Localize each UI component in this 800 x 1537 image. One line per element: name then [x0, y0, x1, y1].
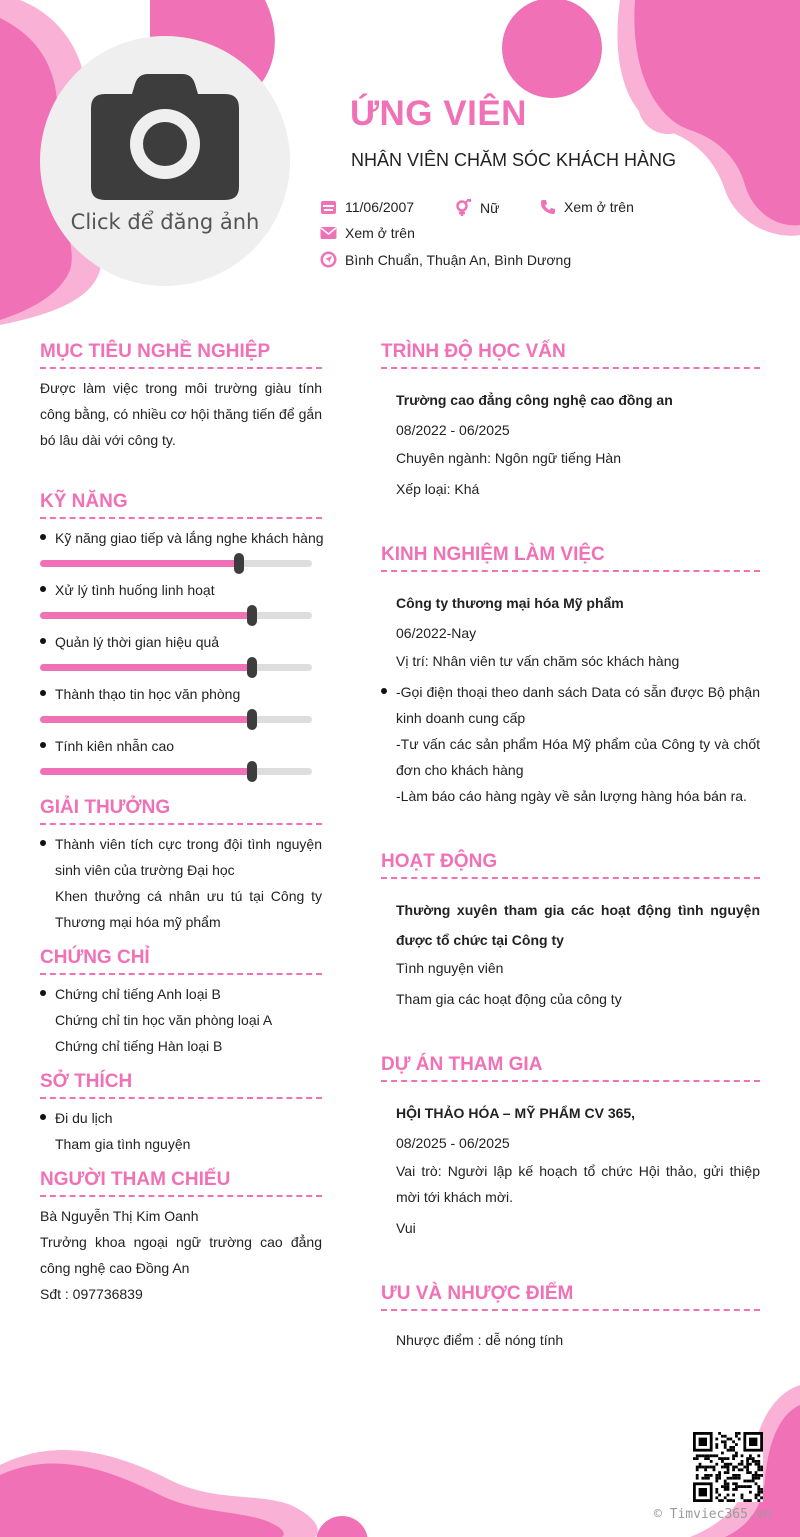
skills-divider	[40, 517, 322, 519]
candidate-name: ỨNG VIÊN	[350, 94, 527, 133]
experience-task: -Làm báo cáo hàng ngày về sản lượng hàng hóa bán ra.	[396, 788, 747, 804]
reference-name: Bà Nguyễn Thị Kim Oanh	[40, 1208, 199, 1224]
experience-bullet	[381, 688, 387, 694]
location-icon	[320, 251, 337, 268]
skill-level-fill	[40, 560, 239, 567]
skill-level-slider[interactable]	[40, 716, 312, 723]
phone-info	[540, 199, 634, 215]
skill-level-handle[interactable]	[234, 553, 244, 574]
education-rank: Xếp loại: Khá	[396, 481, 480, 497]
certificate-item: Chứng chỉ tiếng Hàn loại B	[55, 1038, 223, 1054]
skill-label: Xử lý tình huống linh hoạt	[55, 582, 215, 598]
education-title: TRÌNH ĐỘ HỌC VẤN	[381, 341, 566, 362]
certificates-bullet	[40, 990, 46, 996]
references-divider	[40, 1195, 322, 1197]
skill-level-handle[interactable]	[247, 657, 257, 678]
reference-role: Trưởng khoa ngoại ngữ trường cao đẳng công nghệ cao Đồng An	[40, 1234, 322, 1276]
hobby-item: Tham gia tình nguyện	[55, 1136, 191, 1152]
gender-value: Nữ	[480, 199, 500, 216]
skill-bullet	[40, 638, 46, 644]
experience-period: 06/2022-Nay	[396, 625, 477, 641]
skill-level-handle[interactable]	[247, 605, 257, 626]
birthday-value: 11/06/2007	[345, 199, 415, 215]
phone-icon	[540, 199, 556, 215]
project-period: 08/2025 - 06/2025	[396, 1135, 510, 1151]
experience-company: Công ty thương mại hóa Mỹ phẩm	[396, 595, 624, 611]
experience-task: -Gọi điện thoại theo danh sách Data có sẵn được Bộ phận kinh doanh cung cấp	[396, 684, 760, 726]
award-item: Thành viên tích cực trong đội tình nguyện sinh viên của trường Đại học	[55, 836, 322, 878]
gender-info	[455, 199, 499, 216]
education-major: Chuyên ngành: Ngôn ngữ tiếng Hàn	[396, 450, 621, 466]
certificate-item: Chứng chỉ tiếng Anh loại B	[55, 986, 221, 1002]
project-name: HỘI THẢO HÓA – MỸ PHẨM CV 365,	[396, 1105, 636, 1121]
projects-divider	[381, 1080, 760, 1082]
address-value: Bình Chuẩn, Thuận An, Bình Dương	[345, 251, 572, 268]
skill-label: Thành thạo tin học văn phòng	[55, 686, 241, 702]
experience-task: -Tư vấn các sản phẩm Hóa Mỹ phẩm của Công ty và chốt đơn cho khách hàng	[396, 736, 760, 778]
activity-desc: Tham gia các hoạt động của công ty	[396, 991, 622, 1007]
phone-value: Xem ở trên	[564, 199, 634, 215]
experience-role: Vị trí: Nhân viên tư vấn chăm sóc khách hàng	[396, 653, 680, 669]
skill-label: Tính kiên nhẫn cao	[55, 738, 175, 754]
email-value: Xem ở trên	[345, 225, 415, 241]
certificate-item: Chứng chỉ tin học văn phòng loại A	[55, 1012, 273, 1028]
award-item: Khen thưởng cá nhân ưu tú tại Công ty Thương mại hóa mỹ phẩm	[55, 888, 322, 930]
skill-level-fill	[40, 768, 252, 775]
strengths-divider	[381, 1309, 760, 1311]
skill-bullet	[40, 534, 46, 540]
experience-title: KINH NGHIỆM LÀM VIỆC	[381, 544, 605, 565]
education-divider	[381, 367, 760, 369]
gender-icon	[455, 199, 472, 216]
bottom-left-blob-decoration	[0, 1440, 370, 1537]
hobbies-bullet	[40, 1114, 46, 1120]
skill-level-fill	[40, 664, 252, 671]
activity-name: Thường xuyên tham gia các hoạt động tình nguyện được tổ chức tại Công ty	[396, 902, 760, 948]
birthday-info	[320, 199, 414, 215]
skill-level-fill	[40, 612, 252, 619]
awards-title: GIẢI THƯỞNG	[40, 797, 171, 818]
project-note: Vui	[396, 1220, 416, 1236]
skill-level-slider[interactable]	[40, 664, 312, 671]
strengths-title: ƯU VÀ NHƯỢC ĐIỂM	[381, 1283, 574, 1304]
certificates-divider	[40, 973, 322, 975]
skill-level-slider[interactable]	[40, 612, 312, 619]
address-info	[320, 251, 571, 268]
copyright-text: © Timviec365.vn	[654, 1507, 772, 1522]
avatar-upload[interactable]	[40, 36, 290, 286]
awards-bullet	[40, 840, 46, 846]
education-period: 08/2022 - 06/2025	[396, 422, 510, 438]
activity-role: Tình nguyện viên	[396, 960, 504, 976]
skill-level-handle[interactable]	[247, 709, 257, 730]
mail-icon	[320, 226, 337, 240]
education-school: Trường cao đẳng công nghệ cao đồng an	[396, 392, 673, 408]
activities-title: HOẠT ĐỘNG	[381, 851, 498, 872]
activities-divider	[381, 877, 760, 879]
skill-label: Quản lý thời gian hiệu quả	[55, 634, 220, 650]
hobbies-title: SỞ THÍCH	[40, 1071, 133, 1092]
skill-label: Kỹ năng giao tiếp và lắng nghe khách hàng	[55, 530, 324, 546]
camera-icon	[90, 72, 240, 202]
skill-bullet	[40, 690, 46, 696]
projects-title: DỰ ÁN THAM GIA	[381, 1054, 543, 1075]
skill-level-slider[interactable]	[40, 768, 312, 775]
top-right-blob-decoration	[490, 0, 800, 240]
skills-title: KỸ NĂNG	[40, 491, 128, 512]
skill-level-fill	[40, 716, 252, 723]
objective-text: Được làm việc trong môi trường giàu tính công bằng, có nhiều cơ hội thăng tiến để gắn bó lâu dài với công ty.	[40, 380, 322, 448]
upload-photo-label[interactable]: Click để đăng ảnh	[70, 210, 260, 234]
project-role: Vai trò: Người lập kế hoạch tổ chức Hội thảo, gửi thiệp mời tới khách mời.	[396, 1163, 760, 1205]
strengths-text: Nhược điểm : dễ nóng tính	[396, 1332, 564, 1348]
experience-divider	[381, 570, 760, 572]
skill-bullet	[40, 586, 46, 592]
reference-phone: Sđt : 097736839	[40, 1286, 143, 1302]
candidate-position: NHÂN VIÊN CHĂM SÓC KHÁCH HÀNG	[351, 150, 677, 170]
awards-divider	[40, 823, 322, 825]
hobbies-divider	[40, 1097, 322, 1099]
objective-divider	[40, 367, 322, 369]
skill-level-handle[interactable]	[247, 761, 257, 782]
calendar-icon	[320, 199, 337, 215]
certificates-title: CHỨNG CHỈ	[40, 947, 150, 968]
hobby-item: Đi du lịch	[55, 1110, 113, 1126]
references-title: NGƯỜI THAM CHIẾU	[40, 1169, 231, 1190]
objective-title: MỤC TIÊU NGHỀ NGHIỆP	[40, 341, 271, 362]
email-info	[320, 225, 415, 241]
qr-code[interactable]	[693, 1432, 763, 1502]
skill-level-slider[interactable]	[40, 560, 312, 567]
skill-bullet	[40, 742, 46, 748]
